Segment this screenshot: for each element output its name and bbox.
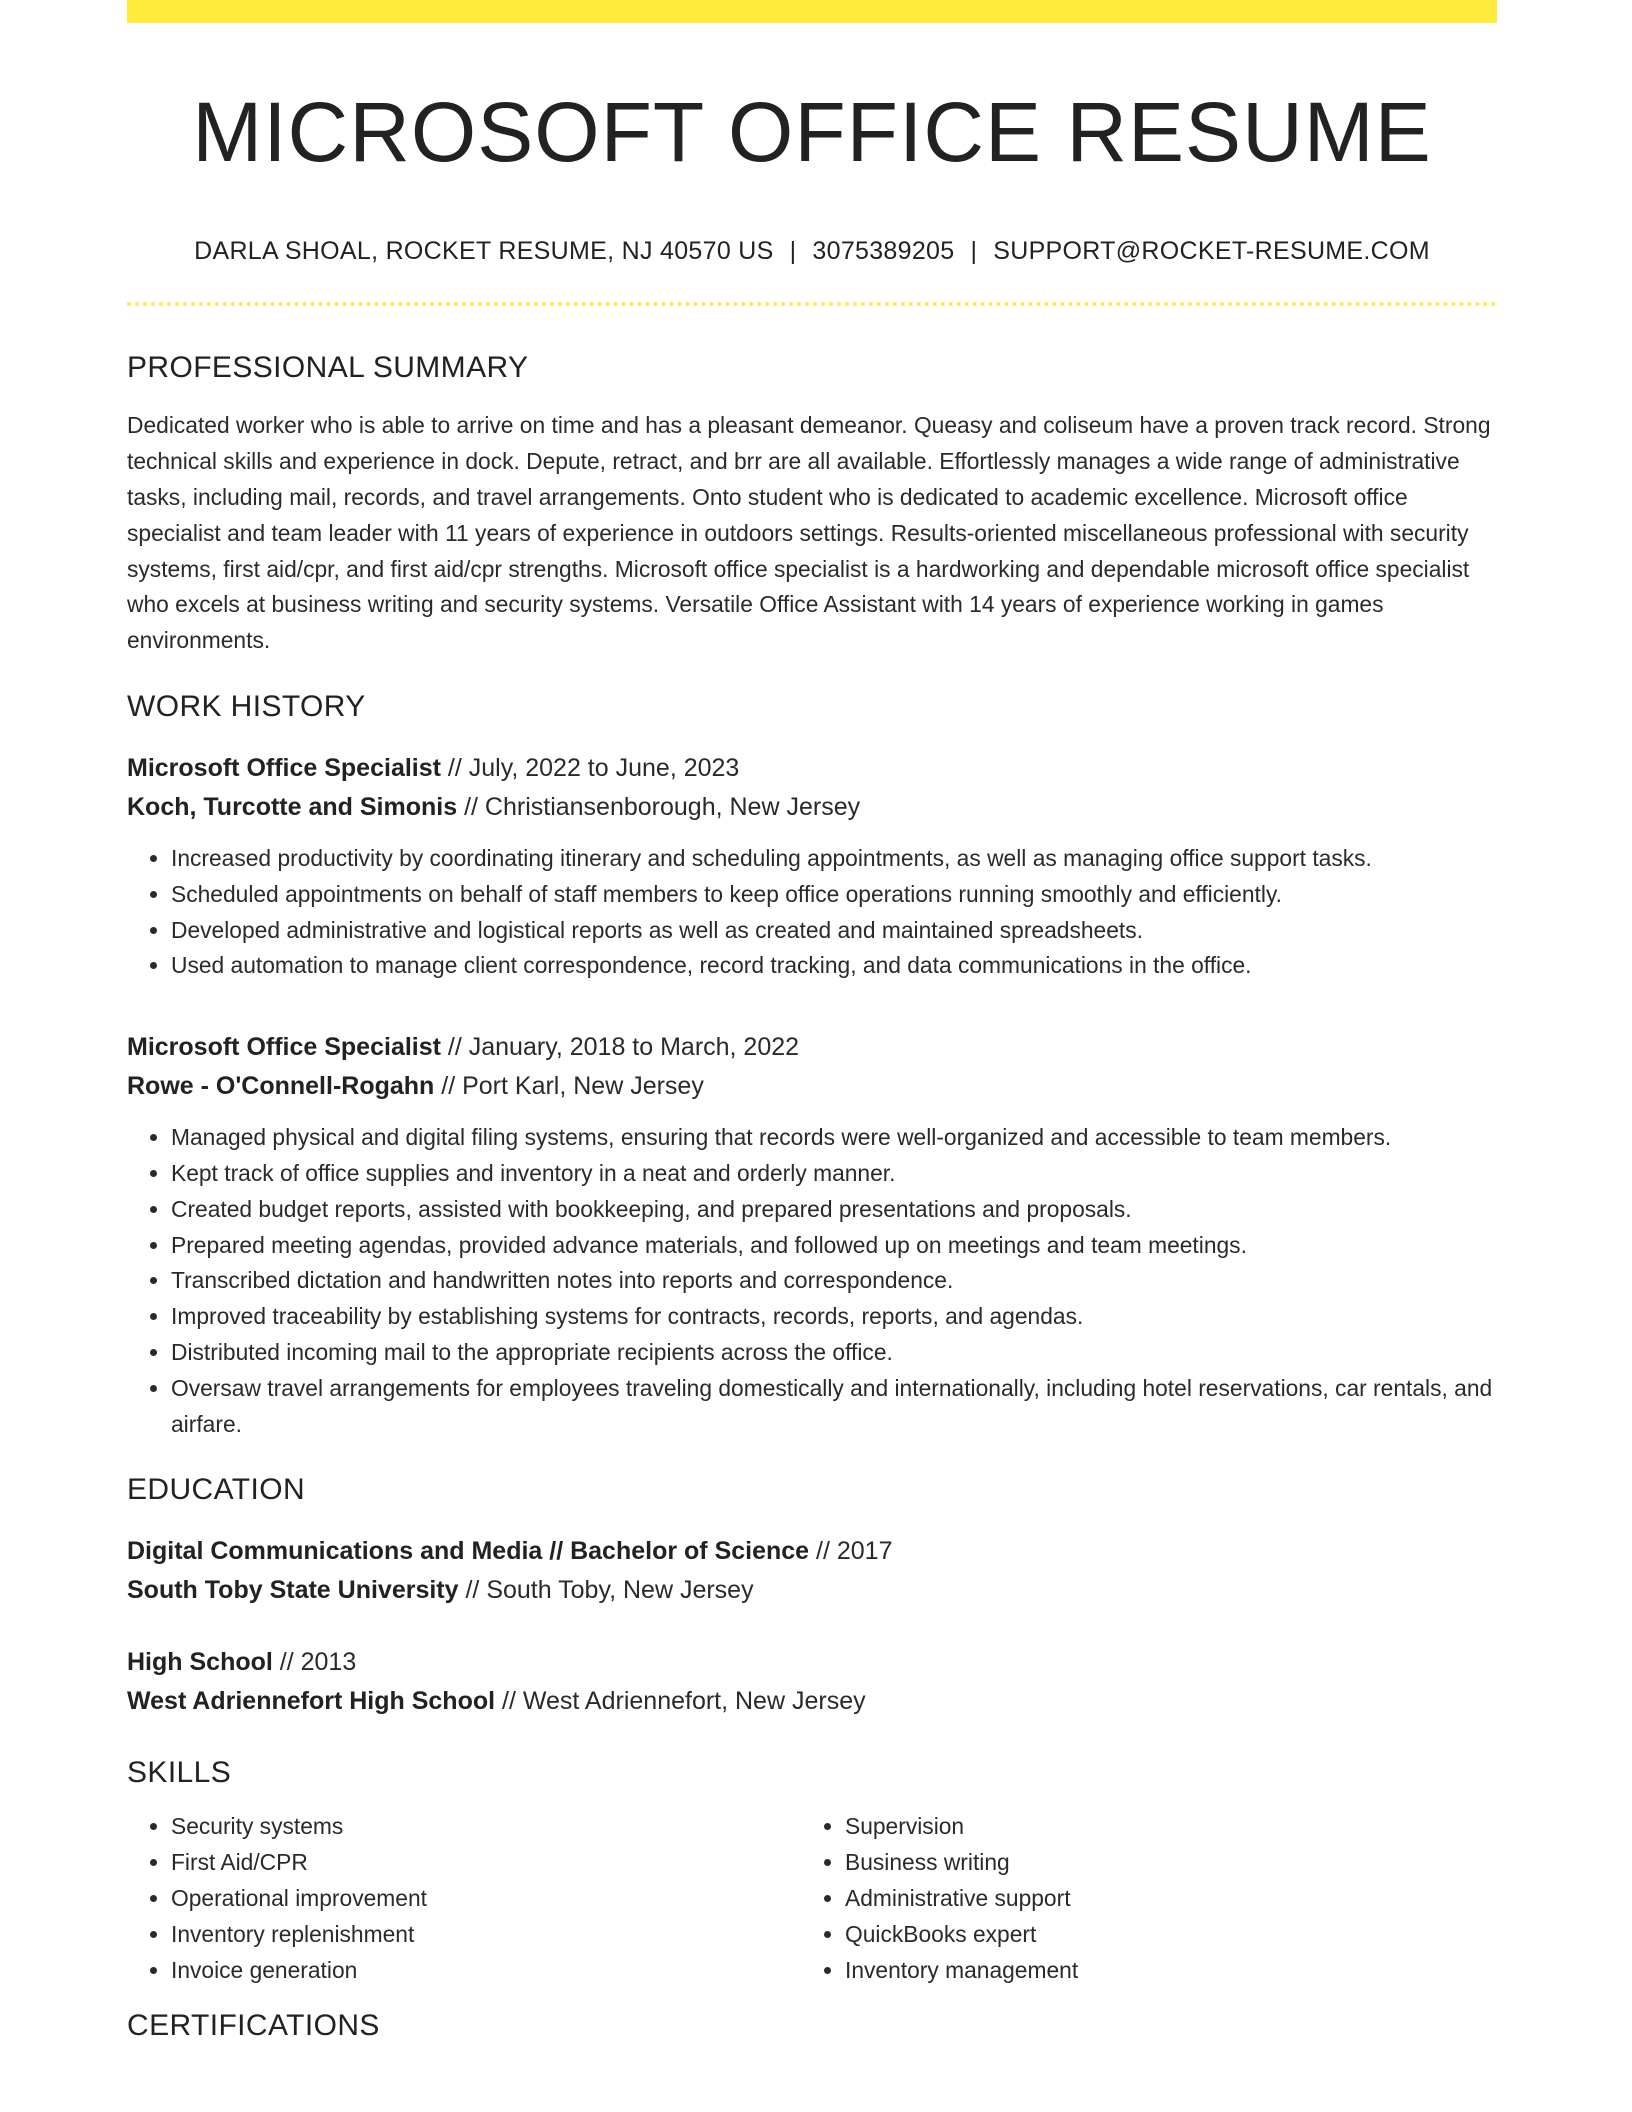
job-location: // Christiansenborough, New Jersey — [457, 792, 861, 821]
job-bullets — [127, 1120, 1497, 1442]
skill-item: • Security systems — [171, 1809, 801, 1845]
skills-heading: SKILLS — [127, 1756, 232, 1790]
education-entry — [127, 1532, 1497, 1610]
job-entry — [127, 1028, 1497, 1442]
degree: High School — [127, 1648, 273, 1677]
school-line — [127, 1682, 1497, 1721]
skill-item: • Business writing — [845, 1845, 1475, 1881]
school: West Adriennefort High School — [127, 1687, 496, 1716]
education-entry — [127, 1643, 1497, 1721]
list-item: • Transcribed dictation and handwritten notes into reports and correspondence. — [171, 1263, 1497, 1299]
skills-grid — [127, 1809, 1497, 1988]
contact-email: SUPPORT@ROCKET-RESUME.COM — [993, 237, 1430, 266]
school-location: // South Toby, New Jersey — [458, 1576, 754, 1605]
list-item: • Managed physical and digital filing systems, ensuring that records were well-organized and accessible to team members. — [171, 1120, 1497, 1156]
skill-item: • Operational improvement — [171, 1881, 801, 1917]
school-location: // West Adriennefort, New Jersey — [495, 1687, 866, 1716]
list-item: • Created budget reports, assisted with bookkeeping, and prepared presentations and proposals. — [171, 1192, 1497, 1228]
skills-list-right — [801, 1809, 1475, 1988]
skill-item: • Inventory management — [845, 1953, 1475, 1989]
list-item: • Distributed incoming mail to the appropriate recipients across the office. — [171, 1335, 1497, 1371]
job-title-line — [127, 1028, 1497, 1067]
job-dates: // January, 2018 to March, 2022 — [440, 1033, 800, 1062]
list-item: • Developed administrative and logistical reports as well as created and maintained spreadsheets. — [171, 913, 1497, 949]
job-dates: // July, 2022 to June, 2023 — [440, 753, 740, 782]
job-entry — [127, 749, 1497, 984]
list-item: • Oversaw travel arrangements for employees traveling domestically and internationally, including hotel reservations, car rentals, and airfare. — [171, 1371, 1497, 1443]
skills-list-left — [127, 1809, 801, 1988]
contact-line — [127, 236, 1497, 266]
certifications-heading: CERTIFICATIONS — [127, 2009, 380, 2043]
dotted-divider — [127, 302, 1497, 306]
job-bullets — [127, 841, 1497, 984]
list-item: • Improved traceability by establishing systems for contracts, records, reports, and agendas. — [171, 1299, 1497, 1335]
list-item: • Increased productivity by coordinating itinerary and scheduling appointments, as well as managing office support tasks. — [171, 841, 1497, 877]
degree: Digital Communications and Media // Bachelor of Science — [127, 1537, 810, 1566]
job-title: Microsoft Office Specialist — [127, 1033, 441, 1062]
skill-item: • Inventory replenishment — [171, 1917, 801, 1953]
skill-item: • Invoice generation — [171, 1953, 801, 1989]
resume-page — [127, 0, 1497, 2044]
skill-item: • Supervision — [845, 1809, 1475, 1845]
resume-title: MICROSOFT OFFICE RESUME — [192, 85, 1432, 179]
job-company-line — [127, 788, 1497, 827]
skill-item: • Administrative support — [845, 1881, 1475, 1917]
contact-separator: | — [970, 237, 978, 266]
list-item: • Used automation to manage client correspondence, record tracking, and data communications in the office. — [171, 948, 1497, 984]
job-title: Microsoft Office Specialist — [127, 753, 441, 782]
contact-phone: 3075389205 — [812, 237, 955, 266]
education-heading: EDUCATION — [127, 1473, 306, 1507]
skill-item: • QuickBooks expert — [845, 1917, 1475, 1953]
job-company-line — [127, 1067, 1497, 1106]
contact-separator: | — [789, 237, 797, 266]
degree-year: // 2013 — [272, 1648, 357, 1677]
list-item: • Kept track of office supplies and inventory in a neat and orderly manner. — [171, 1156, 1497, 1192]
degree-year: // 2017 — [809, 1537, 893, 1566]
list-item: • Scheduled appointments on behalf of staff members to keep office operations running smoothly and efficiently. — [171, 877, 1497, 913]
accent-bar — [127, 0, 1497, 23]
school-line — [127, 1571, 1497, 1610]
degree-line — [127, 1532, 1497, 1571]
job-title-line — [127, 749, 1497, 788]
skill-item: • First Aid/CPR — [171, 1845, 801, 1881]
degree-line — [127, 1643, 1497, 1682]
job-company: Koch, Turcotte and Simonis — [127, 792, 458, 821]
job-company: Rowe - O'Connell-Rogahn — [127, 1072, 435, 1101]
summary-text: Dedicated worker who is able to arrive on time and has a pleasant demeanor. Queasy and coliseum have a proven track record. Strong technical skills and experience in dock. Depute, retract, and brr are all available. Effortlessly manages a wide range of administrative tasks, including mail, records, and travel arrangements. Onto student who is dedicated to academic excellence. Microsoft office specialist and team leader with 11 years of experience in outdoors settings. Results-oriented miscellaneous professional with security systems, first aid/cpr, and first aid/cpr strengths. Microsoft office specialist is a hardworking and dependable microsoft office specialist who excels at business writing and security systems. Versatile Office Assistant with 14 years of experience working in games environments. — [127, 412, 1491, 654]
contact-address: DARLA SHOAL, ROCKET RESUME, NJ 40570 US — [194, 237, 774, 266]
list-item: • Prepared meeting agendas, provided advance materials, and followed up on meetings and team meetings. — [171, 1228, 1497, 1264]
work-history-heading: WORK HISTORY — [127, 689, 366, 723]
school: South Toby State University — [127, 1576, 459, 1605]
job-location: // Port Karl, New Jersey — [434, 1072, 704, 1101]
summary-heading: PROFESSIONAL SUMMARY — [127, 351, 529, 385]
